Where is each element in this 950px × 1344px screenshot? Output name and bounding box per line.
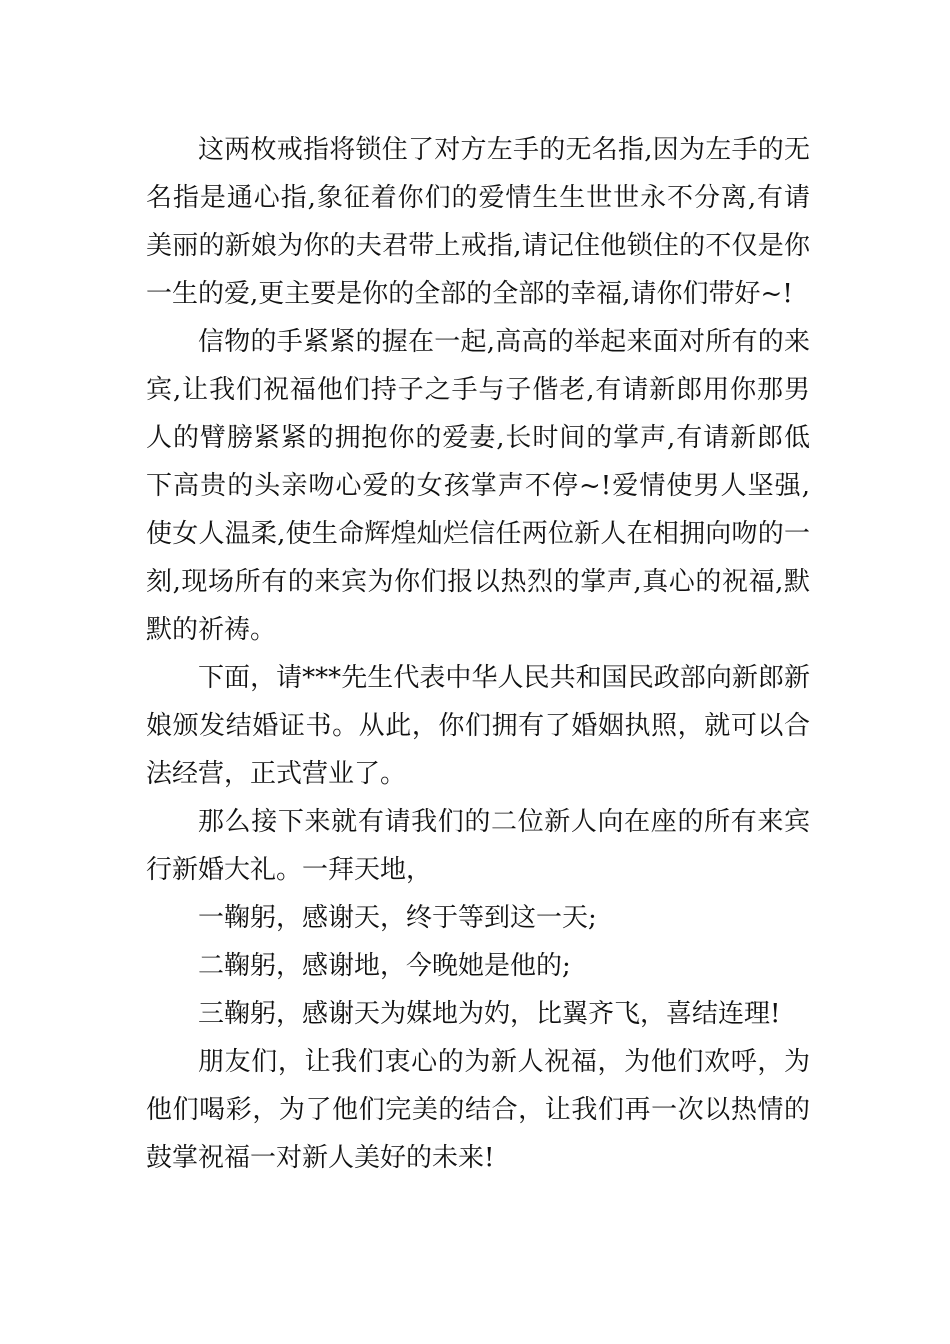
paragraph-second-bow: 二鞠躬，感谢地，今晚她是他的; — [198, 951, 571, 981]
paragraph-certificate: 下面，请***先生代表中华人民共和国民政部向新郎新娘颁发结婚证书。从此，你们拥有了婚姻执照，就可以合法经营，正式营业了。 — [146, 663, 810, 789]
paragraph-third-bow: 三鞠躬，感谢天为媒地为妁，比翼齐飞，喜结连理! — [198, 999, 781, 1029]
paragraph-blessing: 朋友们，让我们衷心的为新人祝福，为他们欢呼，为他们喝彩，为了他们完美的结合，让我们再一次以热情的鼓掌祝福一对新人美好的未来! — [146, 1047, 810, 1173]
paragraph-rings: 这两枚戒指将锁住了对方左手的无名指,因为左手的无名指是通心指,象征着你们的爱情生生世世永不分离,有请美丽的新娘为你的夫君带上戒指,请记住他锁住的不仅是你一生的爱,更主要是你的全部的全部的幸福,请你们带好~! — [146, 135, 810, 309]
paragraph-first-bow: 一鞠躬，感谢天，终于等到这一天; — [198, 903, 597, 933]
paragraph-ceremony: 那么接下来就有请我们的二位新人向在座的所有来宾行新婚大礼。一拜天地， — [146, 807, 810, 885]
document-body — [146, 126, 810, 1182]
paragraph-embrace: 信物的手紧紧的握在一起,高高的举起来面对所有的来宾,让我们祝福他们持子之手与子偕老,有请新郎用你那男人的臂膀紧紧的拥抱你的爱妻,长时间的掌声,有请新郎低下高贵的头亲吻心爱的女孩掌声不停~!爱情使男人坚强,使女人温柔,使生命辉煌灿烂信任两位新人在相拥向吻的一刻,现场所有的来宾为你们报以热烈的掌声,真心的祝福,默默的祈祷。 — [146, 327, 810, 645]
